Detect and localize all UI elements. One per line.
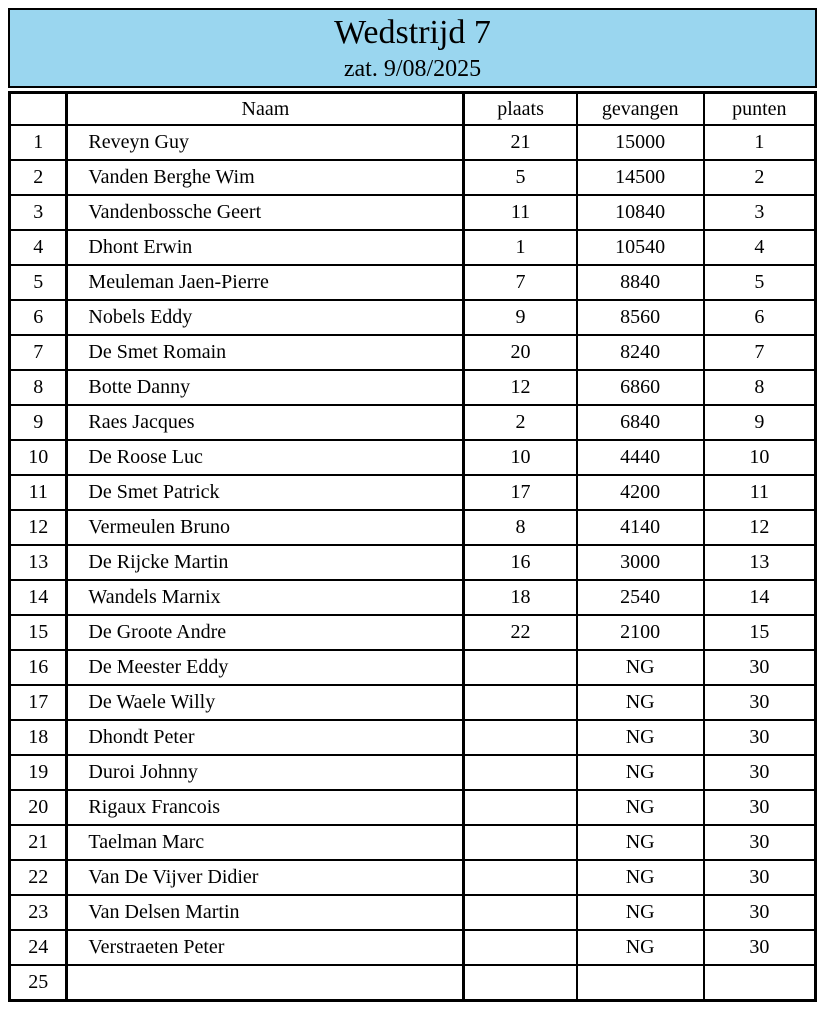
cell-plaats: 9: [464, 300, 577, 335]
cell-plaats: 22: [464, 615, 577, 650]
page-title: Wedstrijd 7: [334, 14, 491, 51]
cell-gevangen: 15000: [577, 125, 704, 160]
cell-nr: 6: [10, 300, 67, 335]
cell-gevangen: NG: [577, 755, 704, 790]
table-row: [10, 615, 816, 650]
cell-nr: 14: [10, 580, 67, 615]
cell-naam: Dhondt Peter: [67, 720, 464, 755]
cell-gevangen: NG: [577, 895, 704, 930]
cell-punten: 30: [704, 720, 816, 755]
cell-nr: 13: [10, 545, 67, 580]
header-punten: punten: [704, 93, 816, 126]
cell-punten: 12: [704, 510, 816, 545]
cell-punten: 8: [704, 370, 816, 405]
cell-plaats: 18: [464, 580, 577, 615]
cell-punten: 30: [704, 650, 816, 685]
cell-plaats: [464, 860, 577, 895]
cell-naam: De Smet Romain: [67, 335, 464, 370]
cell-naam: Dhont Erwin: [67, 230, 464, 265]
cell-gevangen: 8240: [577, 335, 704, 370]
cell-gevangen: [577, 965, 704, 1001]
cell-nr: 21: [10, 825, 67, 860]
cell-naam: [67, 965, 464, 1001]
cell-nr: 16: [10, 650, 67, 685]
cell-plaats: 11: [464, 195, 577, 230]
cell-naam: Meuleman Jaen-Pierre: [67, 265, 464, 300]
cell-naam: De Waele Willy: [67, 685, 464, 720]
cell-plaats: 20: [464, 335, 577, 370]
cell-naam: Taelman Marc: [67, 825, 464, 860]
cell-nr: 7: [10, 335, 67, 370]
cell-naam: Vanden Berghe Wim: [67, 160, 464, 195]
cell-nr: 12: [10, 510, 67, 545]
table-row: [10, 405, 816, 440]
cell-naam: De Groote Andre: [67, 615, 464, 650]
table-row: [10, 895, 816, 930]
table-row: [10, 860, 816, 895]
cell-nr: 2: [10, 160, 67, 195]
cell-gevangen: NG: [577, 650, 704, 685]
cell-naam: De Meester Eddy: [67, 650, 464, 685]
table-row: [10, 440, 816, 475]
cell-gevangen: 14500: [577, 160, 704, 195]
cell-naam: De Smet Patrick: [67, 475, 464, 510]
cell-gevangen: NG: [577, 930, 704, 965]
cell-nr: 1: [10, 125, 67, 160]
cell-nr: 4: [10, 230, 67, 265]
table-row: [10, 370, 816, 405]
cell-plaats: 17: [464, 475, 577, 510]
table-row: [10, 335, 816, 370]
table-row: [10, 755, 816, 790]
cell-naam: Rigaux Francois: [67, 790, 464, 825]
cell-punten: 30: [704, 860, 816, 895]
cell-gevangen: 4440: [577, 440, 704, 475]
cell-naam: Vandenbossche Geert: [67, 195, 464, 230]
cell-punten: 1: [704, 125, 816, 160]
cell-gevangen: 10540: [577, 230, 704, 265]
table-row: [10, 685, 816, 720]
table-row: [10, 230, 816, 265]
cell-punten: 15: [704, 615, 816, 650]
cell-plaats: 5: [464, 160, 577, 195]
table-row: [10, 930, 816, 965]
cell-punten: 13: [704, 545, 816, 580]
table-row: [10, 580, 816, 615]
cell-nr: 9: [10, 405, 67, 440]
cell-plaats: 12: [464, 370, 577, 405]
cell-plaats: 2: [464, 405, 577, 440]
cell-gevangen: NG: [577, 860, 704, 895]
cell-gevangen: NG: [577, 825, 704, 860]
header-nr: [10, 93, 67, 126]
cell-punten: 10: [704, 440, 816, 475]
results-table: [8, 91, 817, 1002]
cell-punten: 3: [704, 195, 816, 230]
cell-nr: 25: [10, 965, 67, 1001]
table-row: [10, 790, 816, 825]
cell-plaats: 1: [464, 230, 577, 265]
table-row: [10, 825, 816, 860]
cell-gevangen: 8560: [577, 300, 704, 335]
cell-naam: De Rijcke Martin: [67, 545, 464, 580]
cell-gevangen: NG: [577, 720, 704, 755]
cell-gevangen: NG: [577, 790, 704, 825]
cell-naam: De Roose Luc: [67, 440, 464, 475]
cell-punten: 9: [704, 405, 816, 440]
cell-punten: 11: [704, 475, 816, 510]
cell-plaats: [464, 720, 577, 755]
cell-nr: 17: [10, 685, 67, 720]
cell-plaats: 8: [464, 510, 577, 545]
cell-plaats: [464, 755, 577, 790]
cell-punten: 2: [704, 160, 816, 195]
table-row: [10, 125, 816, 160]
cell-gevangen: 3000: [577, 545, 704, 580]
cell-gevangen: 6840: [577, 405, 704, 440]
cell-plaats: [464, 930, 577, 965]
cell-nr: 20: [10, 790, 67, 825]
cell-gevangen: 10840: [577, 195, 704, 230]
cell-punten: 7: [704, 335, 816, 370]
cell-plaats: 10: [464, 440, 577, 475]
page-date: zat. 9/08/2025: [343, 56, 482, 82]
cell-punten: 4: [704, 230, 816, 265]
cell-nr: 8: [10, 370, 67, 405]
table-row: [10, 545, 816, 580]
cell-nr: 24: [10, 930, 67, 965]
cell-punten: [704, 965, 816, 1001]
cell-naam: Botte Danny: [67, 370, 464, 405]
header-plaats: plaats: [464, 93, 577, 126]
cell-nr: 23: [10, 895, 67, 930]
cell-punten: 30: [704, 895, 816, 930]
cell-plaats: 21: [464, 125, 577, 160]
cell-naam: Reveyn Guy: [67, 125, 464, 160]
table-row: [10, 720, 816, 755]
header-gevangen: gevangen: [577, 93, 704, 126]
cell-naam: Verstraeten Peter: [67, 930, 464, 965]
cell-punten: 30: [704, 825, 816, 860]
cell-punten: 30: [704, 930, 816, 965]
cell-naam: Van Delsen Martin: [67, 895, 464, 930]
table-row: [10, 510, 816, 545]
cell-nr: 15: [10, 615, 67, 650]
table-row: [10, 965, 816, 1001]
cell-punten: 30: [704, 755, 816, 790]
cell-nr: 5: [10, 265, 67, 300]
cell-nr: 10: [10, 440, 67, 475]
table-row: [10, 650, 816, 685]
cell-plaats: 7: [464, 265, 577, 300]
cell-nr: 3: [10, 195, 67, 230]
cell-gevangen: 8840: [577, 265, 704, 300]
header-naam: Naam: [67, 93, 464, 126]
table-row: [10, 265, 816, 300]
cell-plaats: [464, 650, 577, 685]
cell-punten: 30: [704, 790, 816, 825]
cell-naam: Vermeulen Bruno: [67, 510, 464, 545]
cell-nr: 11: [10, 475, 67, 510]
cell-gevangen: NG: [577, 685, 704, 720]
cell-naam: Duroi Johnny: [67, 755, 464, 790]
cell-plaats: 16: [464, 545, 577, 580]
table-row: [10, 475, 816, 510]
cell-naam: Raes Jacques: [67, 405, 464, 440]
cell-gevangen: 2100: [577, 615, 704, 650]
title-block: [8, 8, 817, 88]
cell-gevangen: 2540: [577, 580, 704, 615]
cell-plaats: [464, 895, 577, 930]
cell-gevangen: 4200: [577, 475, 704, 510]
cell-nr: 22: [10, 860, 67, 895]
header-row: [10, 93, 816, 126]
cell-punten: 30: [704, 685, 816, 720]
cell-plaats: [464, 790, 577, 825]
table-row: [10, 300, 816, 335]
cell-punten: 14: [704, 580, 816, 615]
cell-nr: 18: [10, 720, 67, 755]
table-row: [10, 195, 816, 230]
table-row: [10, 160, 816, 195]
cell-gevangen: 4140: [577, 510, 704, 545]
cell-plaats: [464, 685, 577, 720]
cell-naam: Nobels Eddy: [67, 300, 464, 335]
cell-punten: 6: [704, 300, 816, 335]
cell-punten: 5: [704, 265, 816, 300]
cell-nr: 19: [10, 755, 67, 790]
cell-plaats: [464, 825, 577, 860]
cell-gevangen: 6860: [577, 370, 704, 405]
cell-naam: Van De Vijver Didier: [67, 860, 464, 895]
cell-naam: Wandels Marnix: [67, 580, 464, 615]
cell-plaats: [464, 965, 577, 1001]
